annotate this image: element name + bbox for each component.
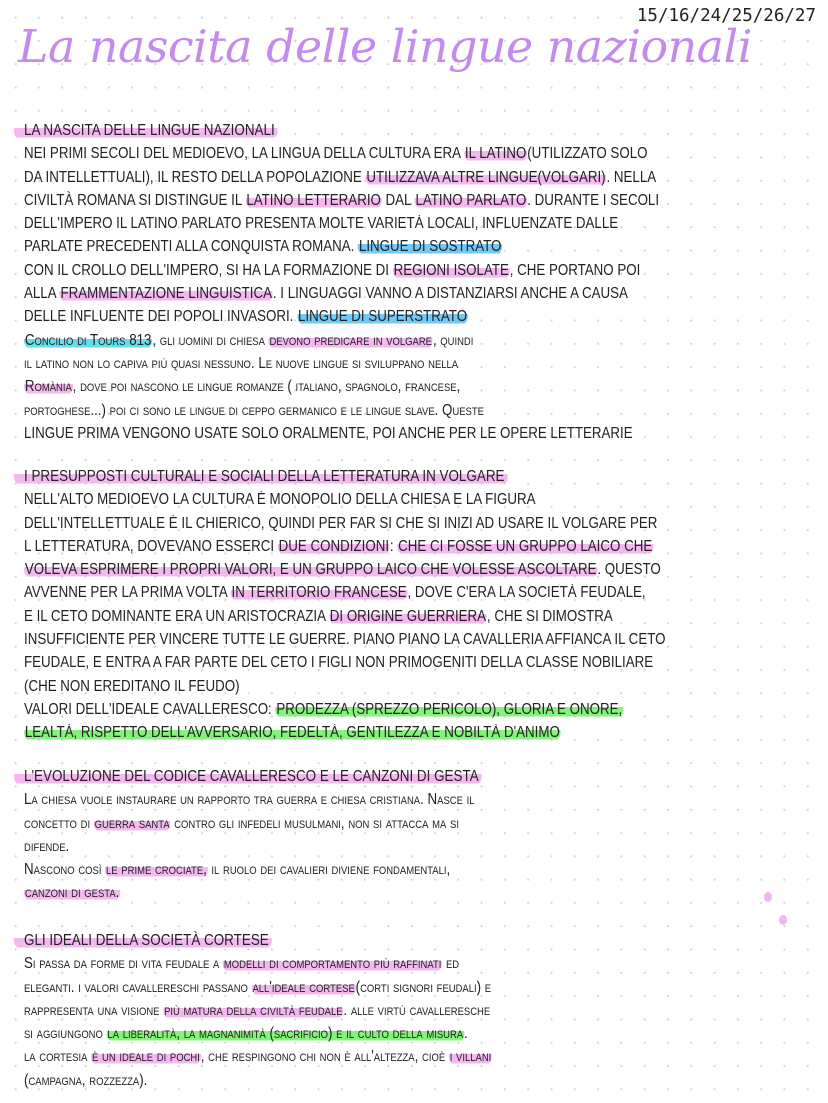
text-segment: (CHE NON EREDITANO IL FEUDO): [24, 677, 240, 695]
text-segment: NEI PRIMI SECOLI DEL MEDIOEVO, LA LINGUA DELLA CULTURA ERA: [24, 145, 465, 163]
text-segment: INSUFFICIENTE PER VINCERE TUTTE LE GUERRE. PIANO PIANO LA CAVALLERIA AFFIANCA IL CETO: [24, 631, 666, 649]
text-segment: . NELLA: [606, 168, 657, 186]
text-segment: DAL: [381, 191, 415, 209]
highlighted-text: i villani: [449, 1048, 492, 1066]
highlighted-text: REGIONI ISOLATE: [393, 261, 509, 279]
highlighted-text: UTILIZZAVA ALTRE LINGUE(VOLGARI): [366, 168, 606, 186]
text-line: [24, 698, 715, 721]
section-ideali-cortesi: [24, 929, 828, 1092]
text-segment: , CHE SI DIMOSTRA: [486, 607, 613, 625]
highlighted-text: le prime crociate,: [106, 861, 207, 879]
text-line: [24, 581, 715, 604]
text-line: [24, 166, 715, 189]
text-segment: . I LINGUAGGI VANNO A DISTANZIARSI ANCHE A CAUSA: [272, 285, 628, 303]
text-segment: PARLATE PRECEDENTI ALLA CONQUISTA ROMANA.: [24, 238, 359, 256]
text-segment: contro gli infedeli musulmani, non si attacca ma si: [170, 814, 459, 832]
text-segment: si aggiungono: [24, 1025, 107, 1043]
highlighted-text: LINGUE DI SUPERSTRATO: [297, 308, 468, 326]
text-line: [24, 558, 715, 581]
text-segment: , DOVE C'ERA LA SOCIETÀ FEUDALE,: [407, 584, 646, 602]
text-line: [24, 651, 715, 674]
text-segment: , dove poi nascono le lingue romanze ( italiano, spagnolo, francese,: [72, 378, 461, 396]
text-segment: , gli uomini di chiesa: [152, 331, 269, 349]
text-segment: NELL'ALTO MEDIOEVO LA CULTURA È MONOPOLIO DELLA CHIESA E LA FIGURA: [24, 491, 536, 509]
text-line: [24, 721, 715, 744]
heading-text: GLI IDEALI DELLA SOCIETÀ CORTESE: [14, 932, 272, 949]
text-line: [24, 1045, 715, 1068]
text-line: [24, 399, 715, 422]
text-line: [24, 788, 715, 811]
text-line: [24, 858, 715, 881]
highlighted-text: IN TERRITORIO FRANCESE: [231, 584, 407, 602]
text-segment: :: [389, 537, 398, 555]
text-segment: difende.: [24, 837, 70, 855]
text-line: [24, 675, 715, 698]
text-segment: la cortesia: [24, 1048, 92, 1066]
text-line: [24, 512, 715, 535]
highlighted-text: LINGUE DI SOSTRATO: [358, 238, 502, 256]
highlighted-text: LATINO LETTERARIO: [246, 191, 381, 209]
text-segment: , CHE PORTANO POI: [509, 261, 641, 279]
date-label: 15/16/24/25/26/27: [636, 6, 816, 26]
text-segment: . DURANTE I SECOLI: [527, 191, 660, 209]
text-line: [24, 142, 715, 165]
text-line: [24, 1022, 715, 1045]
text-segment: FEUDALE, E ENTRA A FAR PARTE DEL CETO I FIGLI NON PRIMOGENITI DELLA CLASSE NOBILIARE: [24, 654, 654, 672]
heading-text: LA NASCITA DELLE LINGUE NAZIONALI: [14, 122, 278, 139]
text-segment: il ruolo dei cavalieri diviene fondamentali,: [207, 861, 451, 879]
highlighted-text: DI ORIGINE GUERRIERA: [329, 607, 487, 625]
ink-blot: [764, 892, 772, 902]
section-heading: [24, 765, 699, 788]
section-heading: [24, 119, 699, 142]
text-segment: ALLA: [24, 285, 60, 303]
text-segment: concetto di: [24, 814, 94, 832]
text-segment: VALORI DELL'IDEALE CAVALLERESCO:: [24, 700, 276, 718]
highlighted-text: Concilio di Tours 813: [24, 331, 152, 349]
text-line: [24, 952, 715, 975]
text-segment: CIVILTÀ ROMANA SI DISTINGUE IL: [24, 191, 246, 209]
heading-text: I PRESUPPOSTI CULTURALI E SOCIALI DELLA LETTERATURA IN VOLGARE: [14, 468, 508, 485]
highlighted-text: è un ideale di pochi: [92, 1048, 200, 1066]
highlighted-text: DUE CONDIZIONI: [278, 537, 390, 555]
text-line: [24, 422, 715, 445]
text-line: [24, 189, 715, 212]
text-segment: La chiesa vuole instaurare un rapporto tra guerra e chiesa cristiana. Nasce il: [24, 791, 475, 809]
text-line: [24, 282, 715, 305]
highlighted-text: guerra santa: [94, 814, 170, 832]
text-line: [24, 976, 715, 999]
section-heading: [24, 929, 699, 952]
text-segment: . QUESTO: [597, 561, 661, 579]
text-segment: . alle virtù cavalleresche: [343, 1001, 491, 1019]
text-line: [24, 329, 715, 352]
text-segment: DELLE INFLUENTE DEI POPOLI INVASORI.: [24, 308, 298, 326]
highlighted-text: LEALTÀ, RISPETTO DELL'AVVERSARIO, FEDELTÀ, GENTILEZZA E NOBILTÀ D'ANIMO: [24, 724, 560, 742]
text-segment: (campagna, rozzezza).: [24, 1071, 148, 1089]
highlighted-text: LATINO PARLATO: [415, 191, 527, 209]
text-segment: ed: [442, 955, 460, 973]
text-segment: , quindi: [432, 331, 474, 349]
text-line: [24, 235, 715, 258]
highlighted-text: la liberalità, la magnanimità (sacrificio) e il culto della misura: [107, 1025, 464, 1043]
page-title: La nascita delle lingue nazionali: [18, 20, 752, 73]
text-segment: AVVENNE PER LA PRIMA VOLTA: [24, 584, 231, 602]
text-line: [24, 605, 715, 628]
text-segment: il latino non lo capiva più quasi nessuno. Le nuove lingue si sviluppano nella: [24, 354, 459, 372]
section-presupposti: [24, 465, 828, 745]
text-segment: Nascono così: [24, 861, 106, 879]
text-segment: LINGUE PRIMA VENGONO USATE SOLO ORALMENTE, POI ANCHE PER LE OPERE LETTERARIE: [24, 424, 633, 442]
text-line: [24, 212, 715, 235]
text-line: [24, 812, 715, 835]
section-codice-cavalleresco: [24, 765, 828, 905]
highlighted-text: VOLEVA ESPRIMERE I PROPRI VALORI, E UN GRUPPO LAICO CHE VOLESSE ASCOLTARE: [24, 561, 597, 579]
highlighted-text: devono predicare in volgare: [269, 331, 432, 349]
text-segment: eleganti. i valori cavallereschi passano: [24, 978, 252, 996]
highlighted-text: FRAMMENTAZIONE LINGUISTICA: [60, 285, 273, 303]
text-segment: (UTILIZZATO SOLO: [527, 145, 648, 163]
highlighted-text: Romània: [24, 378, 72, 396]
text-segment: E IL CETO DOMINANTE ERA UN ARISTOCRAZIA: [24, 607, 329, 625]
text-line: [24, 535, 715, 558]
text-line: [24, 259, 715, 282]
highlighted-text: CHE CI FOSSE UN GRUPPO LAICO CHE: [398, 537, 653, 555]
text-segment: Si passa da forme di vita feudale a: [24, 955, 224, 973]
highlighted-text: IL LATINO: [464, 145, 527, 163]
text-line: [24, 881, 715, 904]
text-line: [24, 628, 715, 651]
highlighted-text: modelli di comportamento più raffinati: [223, 955, 442, 973]
text-segment: L LETTERATURA, DOVEVANO ESSERCI: [24, 537, 278, 555]
text-line: [24, 375, 715, 398]
text-line: [24, 999, 715, 1022]
text-line: [24, 835, 715, 858]
text-segment: DELL'IMPERO IL LATINO PARLATO PRESENTA MOLTE VARIETÀ LOCALI, INFLUENZATE DALLE: [24, 215, 619, 233]
highlighted-text: PRODEZZA (SPREZZO PERICOLO), GLORIA E ONORE,: [276, 700, 623, 718]
text-segment: .: [464, 1025, 468, 1043]
text-line: [24, 488, 715, 511]
text-segment: CON IL CROLLO DELL'IMPERO, SI HA LA FORMAZIONE DI: [24, 261, 393, 279]
section-nascita-lingue: [24, 119, 828, 445]
ink-blot: [779, 915, 787, 925]
text-segment: rappresenta una visione: [24, 1001, 164, 1019]
text-line: [24, 352, 715, 375]
text-segment: DELL'INTELLETTUALE È IL CHIERICO, QUINDI PER FAR SI CHE SI INIZI AD USARE IL VOLGARE PER: [24, 514, 658, 532]
text-segment: portoghese...) poi ci sono le lingue di ceppo germanico e le lingue slave. Queste: [24, 401, 484, 419]
highlighted-text: all'ideale cortese: [252, 978, 355, 996]
text-segment: (corti signori feudali) e: [355, 978, 492, 996]
heading-text: L'EVOLUZIONE DEL CODICE CAVALLERESCO E LE CANZONI DI GESTA: [14, 768, 482, 785]
text-line: [24, 305, 715, 328]
text-line: [24, 1069, 715, 1092]
text-segment: , che respingono chi non è all'altezza, cioè: [200, 1048, 449, 1066]
text-segment: DA INTELLETTUALI), IL RESTO DELLA POPOLAZIONE: [24, 168, 366, 186]
highlighted-text: canzoni di gesta.: [24, 884, 120, 902]
section-heading: [24, 465, 699, 488]
highlighted-text: più matura della civiltà feudale: [164, 1001, 343, 1019]
